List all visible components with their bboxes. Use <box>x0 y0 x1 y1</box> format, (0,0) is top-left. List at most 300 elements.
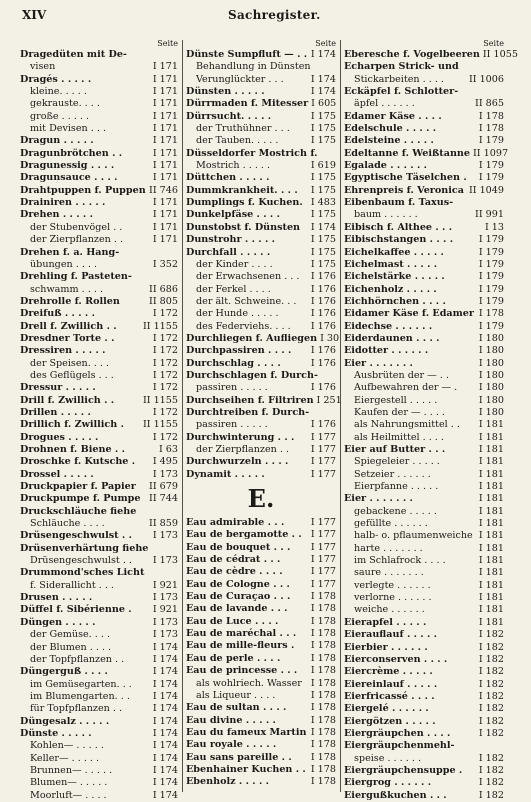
entry-page-ref: I 173 <box>152 555 178 567</box>
index-subentry <box>344 395 504 407</box>
index-entry <box>186 358 336 370</box>
index-entry <box>186 469 336 481</box>
entry-page-ref: I 181 <box>478 542 504 554</box>
entry-term: Eau de cèdre . . . . <box>186 566 283 578</box>
entry-term: der Zierpflanzen . . <box>196 444 290 455</box>
entry-term: Eiergräupchensuppe . <box>344 764 463 776</box>
entry-term: Eichelmast . . . . . <box>344 258 438 270</box>
index-entry <box>344 296 504 308</box>
entry-term: Durchtreiben f. Durch- <box>186 406 310 418</box>
index-entry <box>344 308 504 320</box>
entry-term: Dürrmaden f. Mitesser <box>186 98 309 110</box>
entry-page-ref: I 179 <box>478 295 504 307</box>
entry-page-ref: I 352 <box>152 258 178 270</box>
entry-page-ref: I 172 <box>152 406 178 418</box>
entry-term: Düttchen . . . . . <box>186 172 270 184</box>
index-subentry <box>186 690 336 702</box>
entry-page-ref: I 178 <box>478 308 504 320</box>
index-entry <box>186 111 336 123</box>
entry-term: Eau du fameux Martin <box>186 726 307 738</box>
entry-term: Ebenhainer Kuchen . . <box>186 763 306 775</box>
index-entry <box>344 691 504 703</box>
index-subentry <box>20 61 178 73</box>
index-entry <box>186 653 336 665</box>
index-entry <box>344 86 504 98</box>
entry-page-ref: I 179 <box>478 283 504 295</box>
entry-page-ref: I 178 <box>478 123 504 135</box>
entry-page-ref: I 172 <box>152 369 178 381</box>
entry-term: im Blumengarten. . . <box>30 690 130 702</box>
page-title: Sachregister. <box>228 8 321 22</box>
index-subentry <box>344 543 504 555</box>
index-entry <box>20 530 178 542</box>
index-subentry <box>344 604 504 616</box>
entry-term: Dresdner Torte . . <box>20 332 115 344</box>
entry-term: Drüsengeschwulst . . <box>30 555 132 567</box>
entry-term: Eau royale . . . . . <box>186 739 277 751</box>
entry-term: für Topfpflanzen . . <box>30 703 123 715</box>
index-entry <box>20 74 178 86</box>
index-entry <box>186 394 342 407</box>
entry-term: baum . . . . . . <box>354 209 418 221</box>
entry-term: im Schlafrock . . . . <box>354 555 446 567</box>
entry-page-ref: I 181 <box>478 604 504 616</box>
entry-page-ref: I 178 <box>310 689 336 701</box>
entry-term: Drohnen f. Biene . . <box>20 444 125 455</box>
entry-page-ref: I 181 <box>478 530 504 542</box>
entry-page-ref: I 181 <box>478 518 504 530</box>
entry-term: Echarpen Strick- und <box>344 61 459 73</box>
entry-term: als Nahrungsmittel . . <box>354 419 460 431</box>
index-entry <box>344 444 504 456</box>
entry-page-ref: I 182 <box>478 678 504 690</box>
entry-term: Dragunsauce . . . . <box>20 172 118 184</box>
entry-term: Drill f. Zwillich . . <box>20 394 115 406</box>
entry-term: Eau de Cologne . . . <box>186 578 290 590</box>
entry-term: saure . . . . . . . <box>354 567 424 579</box>
entry-page-ref: I 175 <box>310 172 336 184</box>
entry-term: Eiergelé . . . . . . <box>344 703 429 715</box>
entry-term: Edeltanne f. Weißtanne <box>344 147 471 159</box>
entry-term: Blumen— . . . . . <box>30 777 108 789</box>
entry-term: Behandlung in Dünsten <box>196 61 311 73</box>
entry-term: Kaufen der — . . . . <box>354 406 445 418</box>
entry-page-ref: I 171 <box>152 172 178 184</box>
entry-term: Düngesalz . . . . . <box>20 715 110 727</box>
index-entry <box>344 147 509 160</box>
index-entry <box>20 333 178 345</box>
entry-term: Drogues . . . . . <box>20 431 99 443</box>
entry-page-ref: I 179 <box>478 234 504 246</box>
entry-term: Eckäpfel f. Schlotter- <box>344 86 459 98</box>
index-entry <box>186 739 336 751</box>
index-entry <box>344 259 504 271</box>
index-entry <box>344 777 504 789</box>
entry-term: Dynamit . . . . . <box>186 468 265 480</box>
entry-page-ref: II 686 <box>149 283 178 295</box>
entry-term: Eiergußkuchen . . . <box>344 789 447 801</box>
index-entry <box>186 172 336 184</box>
entry-page-ref: I 178 <box>310 739 336 751</box>
index-entry <box>344 197 504 209</box>
index-entry <box>20 617 178 629</box>
entry-page-ref: II 1097 <box>473 147 509 159</box>
index-entry <box>344 247 504 259</box>
entry-term: verlegte . . . . . . <box>354 579 431 591</box>
entry-page-ref: II 991 <box>475 209 504 221</box>
index-entry <box>344 271 504 283</box>
entry-page-ref: I 171 <box>152 73 178 85</box>
entry-term: verlorne . . . . . . <box>354 592 432 604</box>
index-entry <box>20 604 178 616</box>
entry-term: Ehrenpreis f. Veronica <box>344 184 464 196</box>
entry-term: der Kinder . . . . <box>196 258 273 270</box>
index-entry <box>344 234 504 246</box>
entry-term: Dragunbrötchen . . <box>20 147 123 159</box>
entry-term: Eberesche f. Vogelbeeren <box>344 49 480 60</box>
entry-term: Edelschule . . . . . <box>344 123 437 135</box>
index-entry <box>186 628 336 640</box>
index-subentry <box>186 61 336 73</box>
entry-term: der Truthühner . . . <box>196 123 290 135</box>
entry-term: Durchwurzeln . . . . <box>186 456 289 468</box>
entry-term: Drüsengeschwulst . . <box>20 530 132 542</box>
entry-term: Eichenholz . . . . . <box>344 283 437 295</box>
index-entry <box>20 345 178 357</box>
entry-page-ref: I 177 <box>310 444 336 455</box>
index-entry <box>20 728 178 740</box>
entry-term: Dünsten . . . . . <box>186 86 265 98</box>
index-entry <box>20 444 178 456</box>
entry-page-ref: I 177 <box>310 529 336 541</box>
index-subentry <box>186 160 336 172</box>
entry-page-ref: I 181 <box>478 592 504 604</box>
index-entry <box>20 592 178 604</box>
entry-term: Brunnen— . . . . . <box>30 764 113 776</box>
entry-page-ref: I 176 <box>310 283 336 295</box>
entry-term: Eichelstärke . . . . . <box>344 271 445 283</box>
index-subentry <box>20 679 178 691</box>
entry-page-ref: II 1006 <box>468 73 504 85</box>
entry-term: Eau de bergamotte . . <box>186 529 302 541</box>
entry-term: der ält. Schweine. . . <box>196 295 297 307</box>
entry-page-ref: I 182 <box>478 641 504 653</box>
index-subentry <box>186 321 336 333</box>
entry-term: Eierpfanne . . . . . <box>354 481 439 493</box>
entry-page-ref: I 182 <box>478 777 504 789</box>
entry-term: Dressiren . . . . . <box>20 345 106 357</box>
index-entry <box>186 148 336 160</box>
entry-page-ref: I 178 <box>310 640 336 652</box>
entry-term: Durchschlag . . . . <box>186 357 281 369</box>
index-entry <box>344 284 504 296</box>
index-entry <box>186 616 336 628</box>
index-entry <box>186 332 340 345</box>
entry-term: E. <box>247 483 275 513</box>
index-entry <box>20 197 178 209</box>
index-subentry <box>344 506 504 518</box>
entry-page-ref: II 1055 <box>482 49 518 60</box>
entry-page-ref: I 180 <box>478 357 504 369</box>
index-entry <box>186 247 336 259</box>
entry-term: der Topfpflanzen . . <box>30 653 125 665</box>
index-entry <box>20 543 178 555</box>
entry-page-ref: I 174 <box>152 715 178 727</box>
entry-term: Dünste Sumpfluft — . . <box>186 49 308 60</box>
entry-term: der Gemüse. . . . <box>30 629 111 641</box>
index-entry <box>20 481 178 493</box>
entry-page-ref: I 30 <box>320 332 340 344</box>
index-entry <box>186 715 336 727</box>
entry-page-ref: I 180 <box>478 394 504 406</box>
entry-page-ref: I 171 <box>152 160 178 172</box>
index-subentry <box>344 567 504 579</box>
seite-label: Seite <box>157 39 178 48</box>
entry-page-ref: II 859 <box>149 518 178 530</box>
entry-term: Eau sans pareille . . <box>186 751 292 763</box>
entry-term: große . . . . . <box>30 110 90 122</box>
index-entry <box>186 640 336 652</box>
entry-term: der Stubenvögel . . <box>30 221 123 233</box>
index-subentry <box>344 98 504 110</box>
entry-page-ref: I 182 <box>478 666 504 678</box>
index-subentry <box>20 642 178 654</box>
entry-page-ref: I 181 <box>478 419 504 431</box>
entry-page-ref: I 174 <box>310 86 336 98</box>
entry-page-ref: I 178 <box>310 751 336 763</box>
entry-term: Eiderdaunen . . . . <box>344 332 440 344</box>
entry-term: weiche . . . . . . <box>354 604 425 616</box>
entry-page-ref: I 181 <box>478 444 504 455</box>
entry-page-ref: I 179 <box>478 258 504 270</box>
entry-term: Stickarbeiten . . . . <box>354 73 444 85</box>
entry-term: der Ferkel . . . . <box>196 283 271 295</box>
index-entry <box>186 702 336 714</box>
entry-page-ref: I 171 <box>152 86 178 98</box>
index-entry <box>186 185 336 197</box>
index-subentry <box>344 753 504 765</box>
index-subentry <box>186 444 336 456</box>
entry-page-ref: I 174 <box>152 678 178 690</box>
index-entry <box>344 629 504 641</box>
entry-term: Eau de cédrat . . . <box>186 554 281 566</box>
entry-term: Eidechse . . . . . . <box>344 320 433 332</box>
column-divider <box>340 40 341 792</box>
index-entry <box>186 222 336 234</box>
entry-page-ref: I 181 <box>478 456 504 468</box>
entry-page-ref: I 181 <box>478 481 504 493</box>
entry-term: Eau divine . . . . . <box>186 714 276 726</box>
entry-term: Eibenbaum f. Taxus- <box>344 197 454 209</box>
entry-page-ref: I 182 <box>478 653 504 665</box>
entry-page-ref: I 178 <box>310 763 336 775</box>
index-entry <box>186 529 336 541</box>
entry-page-ref: I 171 <box>152 61 178 73</box>
index-entry <box>20 308 178 320</box>
entry-term: Drehling f. Pasteten- <box>20 271 132 283</box>
index-subentry <box>20 284 178 296</box>
entry-page-ref: I 171 <box>152 98 178 110</box>
entry-term: Setzeier . . . . . . <box>354 468 431 480</box>
index-entry <box>186 98 336 110</box>
entry-page-ref: I 174 <box>152 752 178 764</box>
entry-term: Egyptische Täselchen . <box>344 172 467 184</box>
entry-page-ref: I 179 <box>478 160 504 172</box>
entry-term: Eiergräupchen . . . . <box>344 727 451 739</box>
index-subentry <box>20 765 178 777</box>
index-entry <box>344 642 504 654</box>
entry-page-ref: I 63 <box>158 444 178 455</box>
entry-term: Eiergestell . . . . . <box>354 394 438 406</box>
entry-term: Eier auf Butter . . . <box>344 444 446 455</box>
entry-page-ref: I 176 <box>310 357 336 369</box>
entry-term: Druckpumpe f. Pumpe <box>20 493 141 505</box>
entry-term: kleine. . . . . <box>30 86 87 98</box>
index-subentry <box>344 555 504 567</box>
entry-term: Eierauflauf . . . . . <box>344 629 438 641</box>
entry-term: Durchpassiren . . . . <box>186 345 292 357</box>
entry-page-ref: I 179 <box>478 271 504 283</box>
entry-page-ref: I 176 <box>310 308 336 320</box>
index-entry <box>20 493 178 505</box>
index-subentry <box>186 135 336 147</box>
entry-page-ref: I 182 <box>478 727 504 739</box>
index-entry <box>344 160 504 172</box>
entry-term: Durchwinterung . . . <box>186 431 295 443</box>
entry-page-ref: I 175 <box>310 234 336 246</box>
entry-term: Moorluft— . . . . <box>30 789 107 801</box>
seite-label: Seite <box>483 39 504 48</box>
index-subentry <box>20 753 178 765</box>
entry-term: Eau de bouquet . . . <box>186 541 291 553</box>
entry-list <box>344 49 518 802</box>
entry-term: Dunstrohr . . . . . <box>186 234 275 246</box>
index-entry <box>20 432 178 444</box>
entry-term: Dunkelpfäse . . . . <box>186 209 280 221</box>
entry-page-ref: I 181 <box>478 493 504 505</box>
entry-term: visen <box>30 61 56 73</box>
entry-page-ref: I 181 <box>478 579 504 591</box>
entry-page-ref: I 180 <box>478 345 504 357</box>
entry-term: als Heilmittel . . . . <box>354 431 444 443</box>
index-subentry <box>344 469 504 481</box>
entry-term: Edamer Käse . . . . <box>344 110 442 122</box>
index-entry <box>20 296 178 308</box>
entry-page-ref: I 173 <box>152 592 178 604</box>
entry-page-ref: I 921 <box>152 579 178 591</box>
index-entry <box>344 493 504 505</box>
entry-page-ref: I 174 <box>152 789 178 801</box>
entry-term: Eau de princesse . . . <box>186 665 298 677</box>
entry-page-ref: I 178 <box>310 776 336 788</box>
index-entry <box>20 666 178 678</box>
entry-term: der Hunde . . . . . <box>196 308 279 320</box>
entry-term: im Gemüsegarten. . . <box>30 678 132 690</box>
index-entry <box>186 432 336 444</box>
entry-term: Edelsteine . . . . . <box>344 135 434 147</box>
entry-page-ref: II 1049 <box>468 184 504 196</box>
index-subentry <box>20 86 178 98</box>
entry-page-ref: I 174 <box>152 727 178 739</box>
index-entry <box>344 321 504 333</box>
entry-page-ref: II 746 <box>149 184 178 196</box>
entry-term: Dragun . . . . . <box>20 135 94 147</box>
entry-page-ref: I 179 <box>478 320 504 332</box>
entry-page-ref: I 178 <box>310 677 336 689</box>
entry-page-ref: I 495 <box>152 456 178 468</box>
entry-term: Eibisch f. Althee . . . <box>344 221 453 233</box>
entry-term: Keller— . . . . . <box>30 752 100 764</box>
entry-page-ref: I 619 <box>310 160 336 172</box>
entry-term: Eierfricassé . . . . <box>344 690 435 702</box>
entry-term: Eier . . . . . . . <box>344 357 413 369</box>
index-subentry <box>344 456 504 468</box>
index-subentry <box>20 629 178 641</box>
entry-page-ref: I 177 <box>310 431 336 443</box>
index-entry <box>344 765 504 777</box>
entry-page-ref: I 171 <box>152 123 178 135</box>
index-subentry <box>20 654 178 666</box>
index-entry <box>20 148 178 160</box>
index-subentry <box>20 222 178 234</box>
entry-page-ref: I 180 <box>478 332 504 344</box>
entry-page-ref: I 174 <box>310 49 336 60</box>
entry-term: Drillich f. Zwillich . <box>20 419 124 431</box>
entry-page-ref: I 177 <box>310 566 336 578</box>
entry-term: der Tauben. . . . . <box>196 135 279 147</box>
entry-page-ref: I 174 <box>152 690 178 702</box>
index-entry <box>20 135 178 147</box>
index-subentry <box>20 555 178 567</box>
entry-term: Eiergötzen . . . . . <box>344 715 436 727</box>
index-entry <box>344 617 504 629</box>
entry-page-ref: I 174 <box>152 764 178 776</box>
entry-page-ref: I 180 <box>478 369 504 381</box>
entry-term: Eierconserven . . . . <box>344 653 448 665</box>
index-entry <box>344 716 504 728</box>
entry-term: Druckpapier f. Papier <box>20 481 136 493</box>
entry-term: f. Siderallicht . . . <box>30 579 114 591</box>
entry-page-ref: II 865 <box>475 98 504 110</box>
entry-term: Schläuche . . . . <box>30 518 105 530</box>
entry-term: Drainiren . . . . . <box>20 197 106 209</box>
entry-term: Drehen . . . . . <box>20 209 93 221</box>
entry-page-ref: I 178 <box>310 714 336 726</box>
entry-term: Eierapfel . . . . . <box>344 616 427 628</box>
index-entry <box>344 703 504 715</box>
entry-page-ref: I 181 <box>478 468 504 480</box>
entry-term: Eau de lavande . . . <box>186 603 288 615</box>
entry-term: mit Devisen . . . <box>30 123 107 135</box>
entry-page-ref: I 179 <box>478 172 504 184</box>
index-entry <box>186 86 336 98</box>
index-entry <box>20 160 178 172</box>
entry-term: Dunstobst f. Dünsten <box>186 221 301 233</box>
entry-term: übungen . . . . <box>30 258 98 270</box>
entry-page-ref: I 13 <box>484 221 504 233</box>
entry-term: Dünste . . . . . <box>20 727 92 739</box>
entry-page-ref: I 176 <box>310 419 336 431</box>
entry-page-ref: I 182 <box>478 764 504 776</box>
entry-term: Ausbrüten der — . . <box>354 369 449 381</box>
entry-page-ref: I 182 <box>478 690 504 702</box>
entry-term: des Geflügels . . . <box>30 369 114 381</box>
entry-term: Drummond'sches Licht <box>20 567 145 579</box>
index-entry <box>20 185 178 197</box>
entry-term: Eiergrog . . . . . . <box>344 777 432 789</box>
index-subentry <box>344 530 504 542</box>
entry-page-ref: I 174 <box>152 703 178 715</box>
